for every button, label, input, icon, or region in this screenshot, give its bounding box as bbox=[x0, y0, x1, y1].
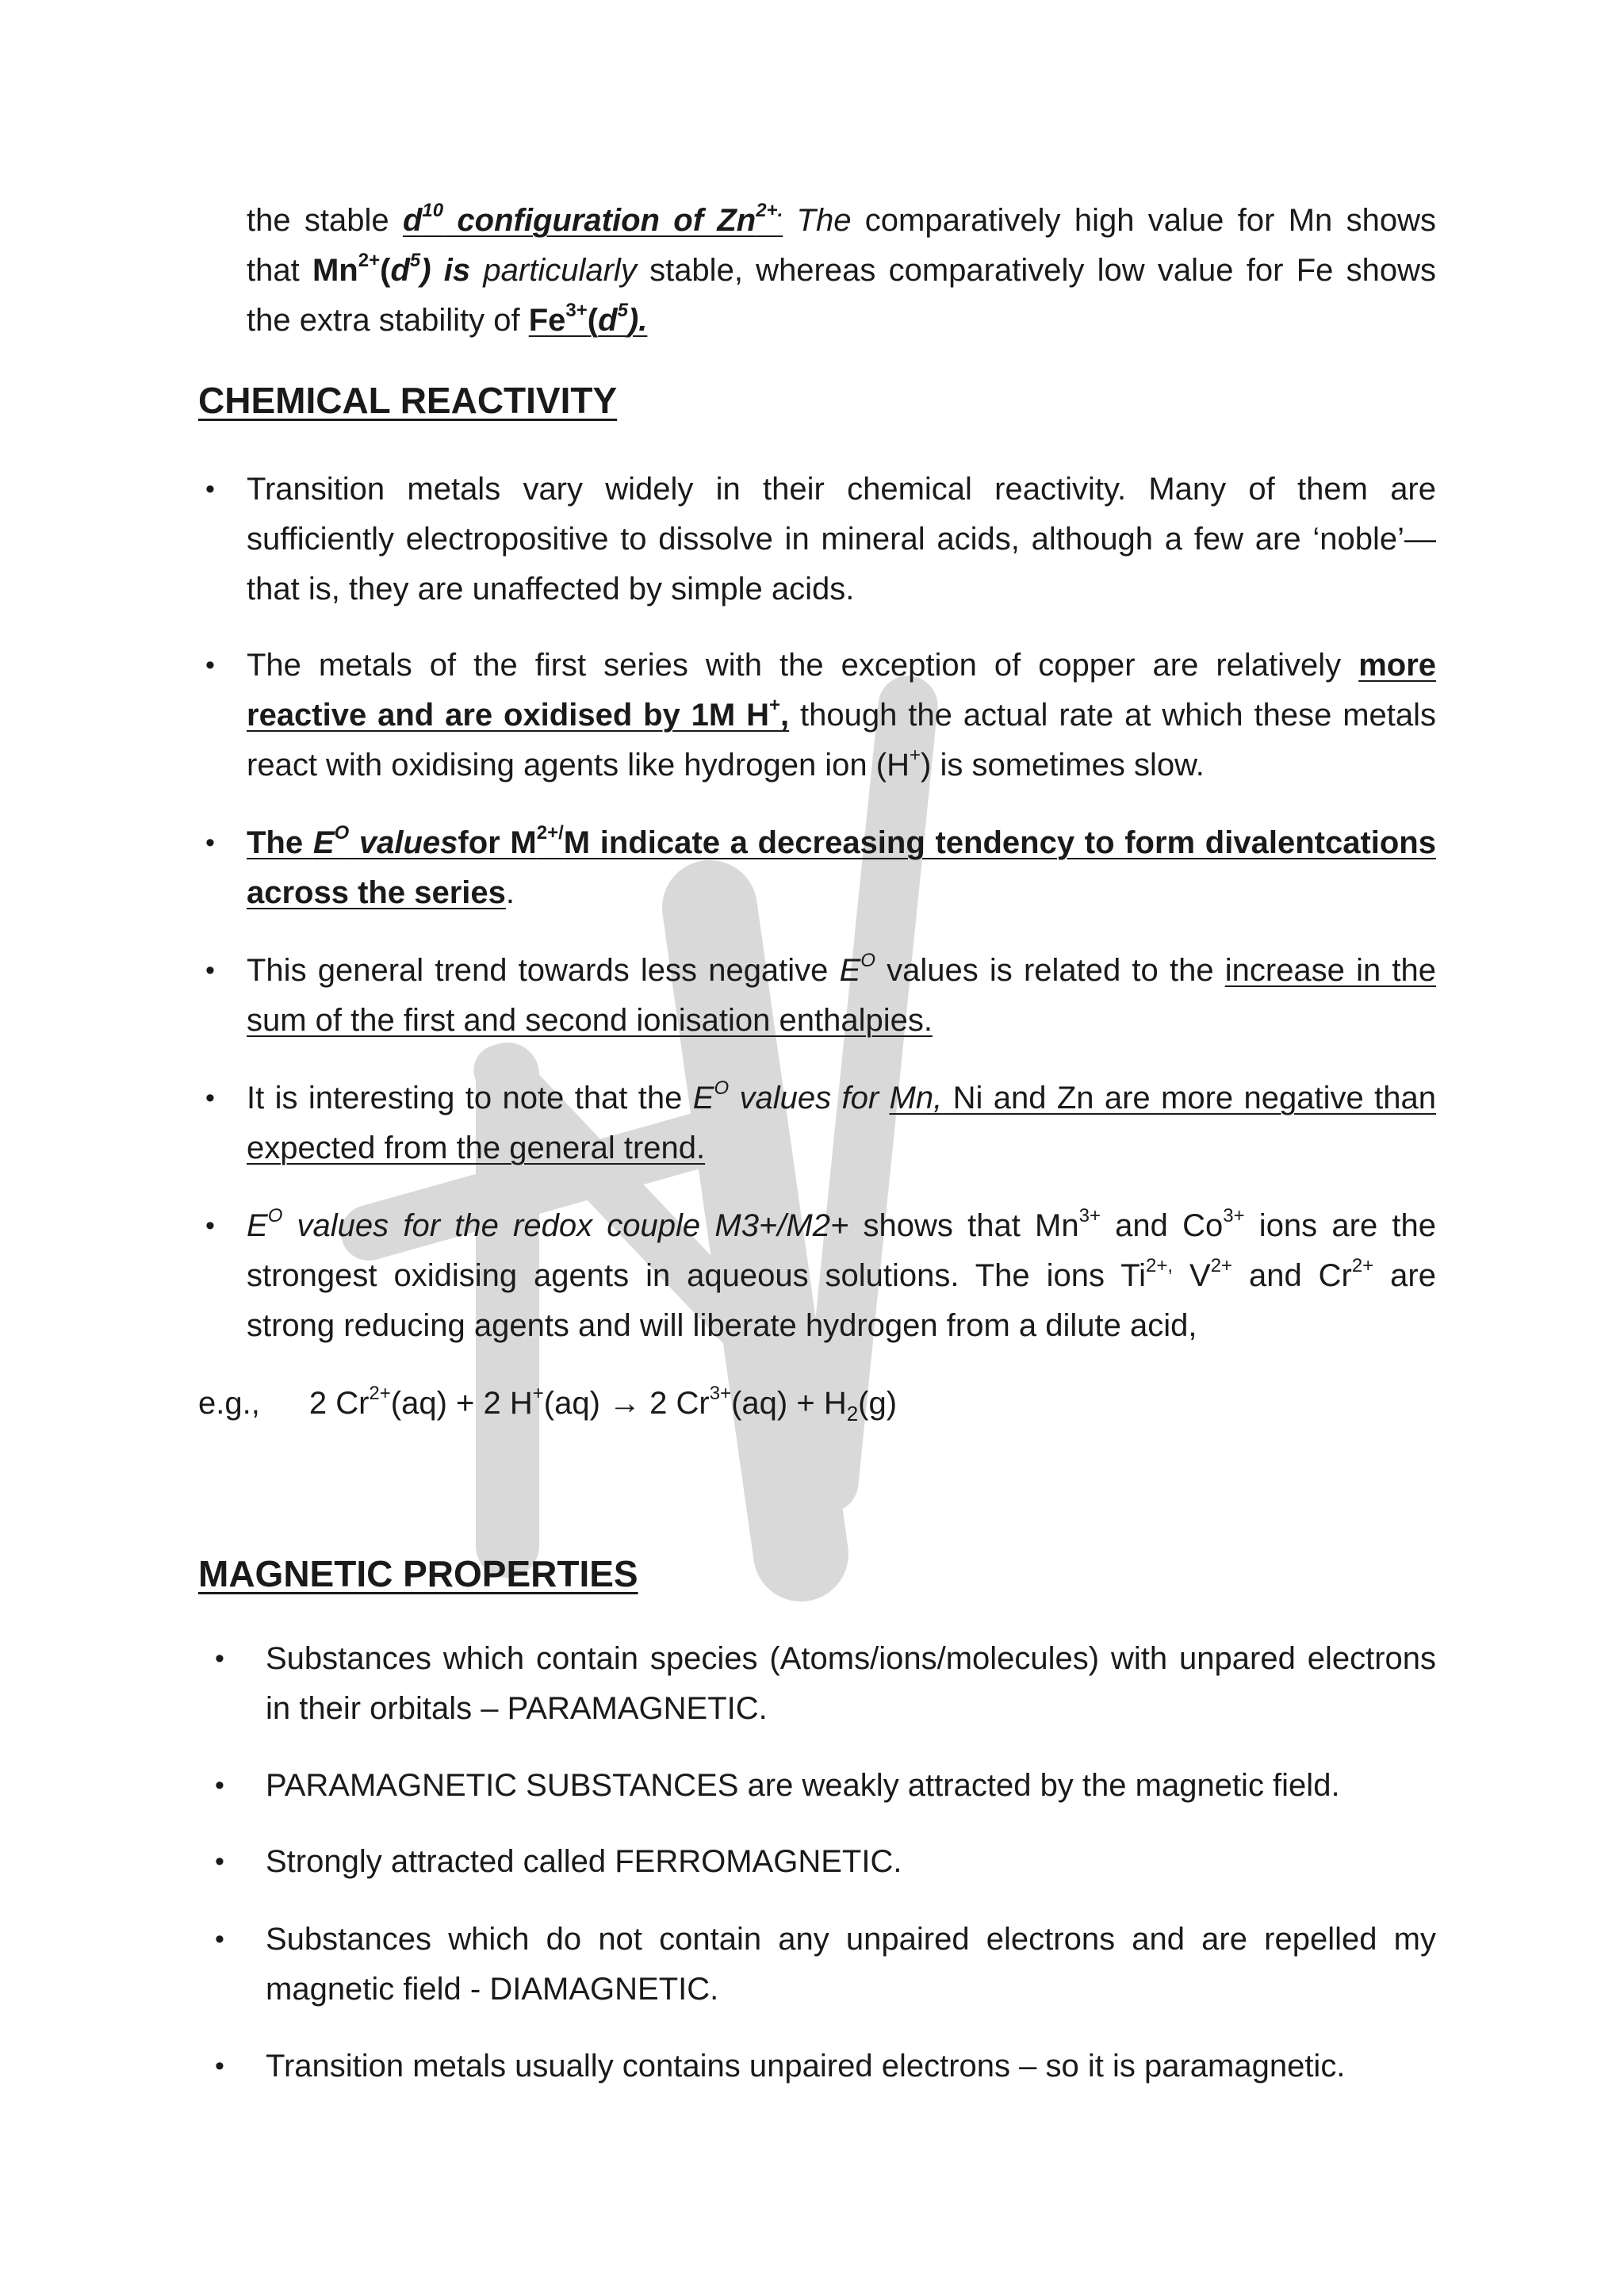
bullet-marker: • bbox=[215, 2051, 224, 2081]
mag-bullet-2: • PARAMAGNETIC SUBSTANCES are weakly attracted by the magnetic field. bbox=[266, 1761, 1436, 1811]
bullet-marker: • bbox=[205, 828, 215, 858]
bullet-marker: • bbox=[205, 650, 215, 680]
mag-bullet-1: • Substances which contain species (Atoms/ions/molecules) with unpared electrons in their orbitals – PARAMAGNETIC. bbox=[266, 1634, 1436, 1734]
chem-bullet-3: • The $E^O$ valuesfor $M^{2+/}M$ indicate a decreasing tendency to form divalentcations across the series. bbox=[247, 818, 1436, 918]
bullet-marker: • bbox=[215, 1924, 224, 1954]
bullet-marker: • bbox=[215, 1770, 224, 1800]
bullet-marker: • bbox=[205, 1083, 215, 1113]
mag-bullet-3: • Strongly attracted called FERROMAGNETIC. bbox=[266, 1837, 1436, 1887]
mag-bullet-4: • Substances which do not contain any unpaired electrons and are repelled my magnetic field - DIAMAGNETIC. bbox=[266, 1915, 1436, 2015]
bullet-marker: • bbox=[205, 474, 215, 504]
chem-bullet-2: • The metals of the first series with the exception of copper are relatively more reactive and are oxidised by 1M H+, though the actual rate at which these metals react with oxidising agents like hydrogen ion (H+) is sometimes slow. bbox=[247, 641, 1436, 790]
intro-paragraph: the stable $d^{10}$ configuration of $Zn^{2+.}$ The comparatively high value for Mn shows that $Mn^{2+}(d^5)$ is particularly stable, whereas comparatively low value for Fe shows the extra stability of $Fe^{3+}(d^5)$. bbox=[247, 199, 1436, 338]
reaction-equation: e.g., 2 $Cr^{2+}(aq) + 2$ H+(aq) → 2 $Cr^{3+}(aq) + H_2(g)$ bbox=[198, 1382, 898, 1425]
chem-bullet-5: • It is interesting to note that the $E^O$ values for Mn, Ni and Zn are more negative than expected from the general trend. bbox=[247, 1073, 1436, 1173]
bullet-marker: • bbox=[215, 1846, 224, 1877]
chem-bullet-4: • This general trend towards less negative $E^O$ values is related to the increase in the sum of the first and second ionisation enthalpies. bbox=[247, 946, 1436, 1046]
bullet-marker: • bbox=[205, 1211, 215, 1241]
bullet-marker: • bbox=[205, 955, 215, 985]
chem-bullet-6: • $E^O$ values for the redox couple M3+/M2+ shows that $Mn^{3+}$ and $Co^{3+}$ ions are the strongest oxidising agents in aqueous solutions. The ions $Ti^{2+,}$ $V^{2+}$ and $Cr^{2+}$ are strong reducing agents and will liberate hydrogen from a dilute acid, bbox=[247, 1201, 1436, 1351]
mag-bullet-5: • Transition metals usually contains unpaired electrons – so it is paramagnetic. bbox=[266, 2042, 1436, 2091]
magnetic-properties-heading: MAGNETIC PROPERTIES bbox=[198, 1553, 638, 1594]
chem-bullet-1: • Transition metals vary widely in their chemical reactivity. Many of them are sufficiently electropositive to dissolve in mineral acids, although a few are ‘noble’—that is, they are unaffected by simple acids. bbox=[247, 465, 1436, 614]
chemical-reactivity-heading: CHEMICAL REACTIVITY bbox=[198, 380, 618, 421]
bullet-marker: • bbox=[215, 1644, 224, 1674]
